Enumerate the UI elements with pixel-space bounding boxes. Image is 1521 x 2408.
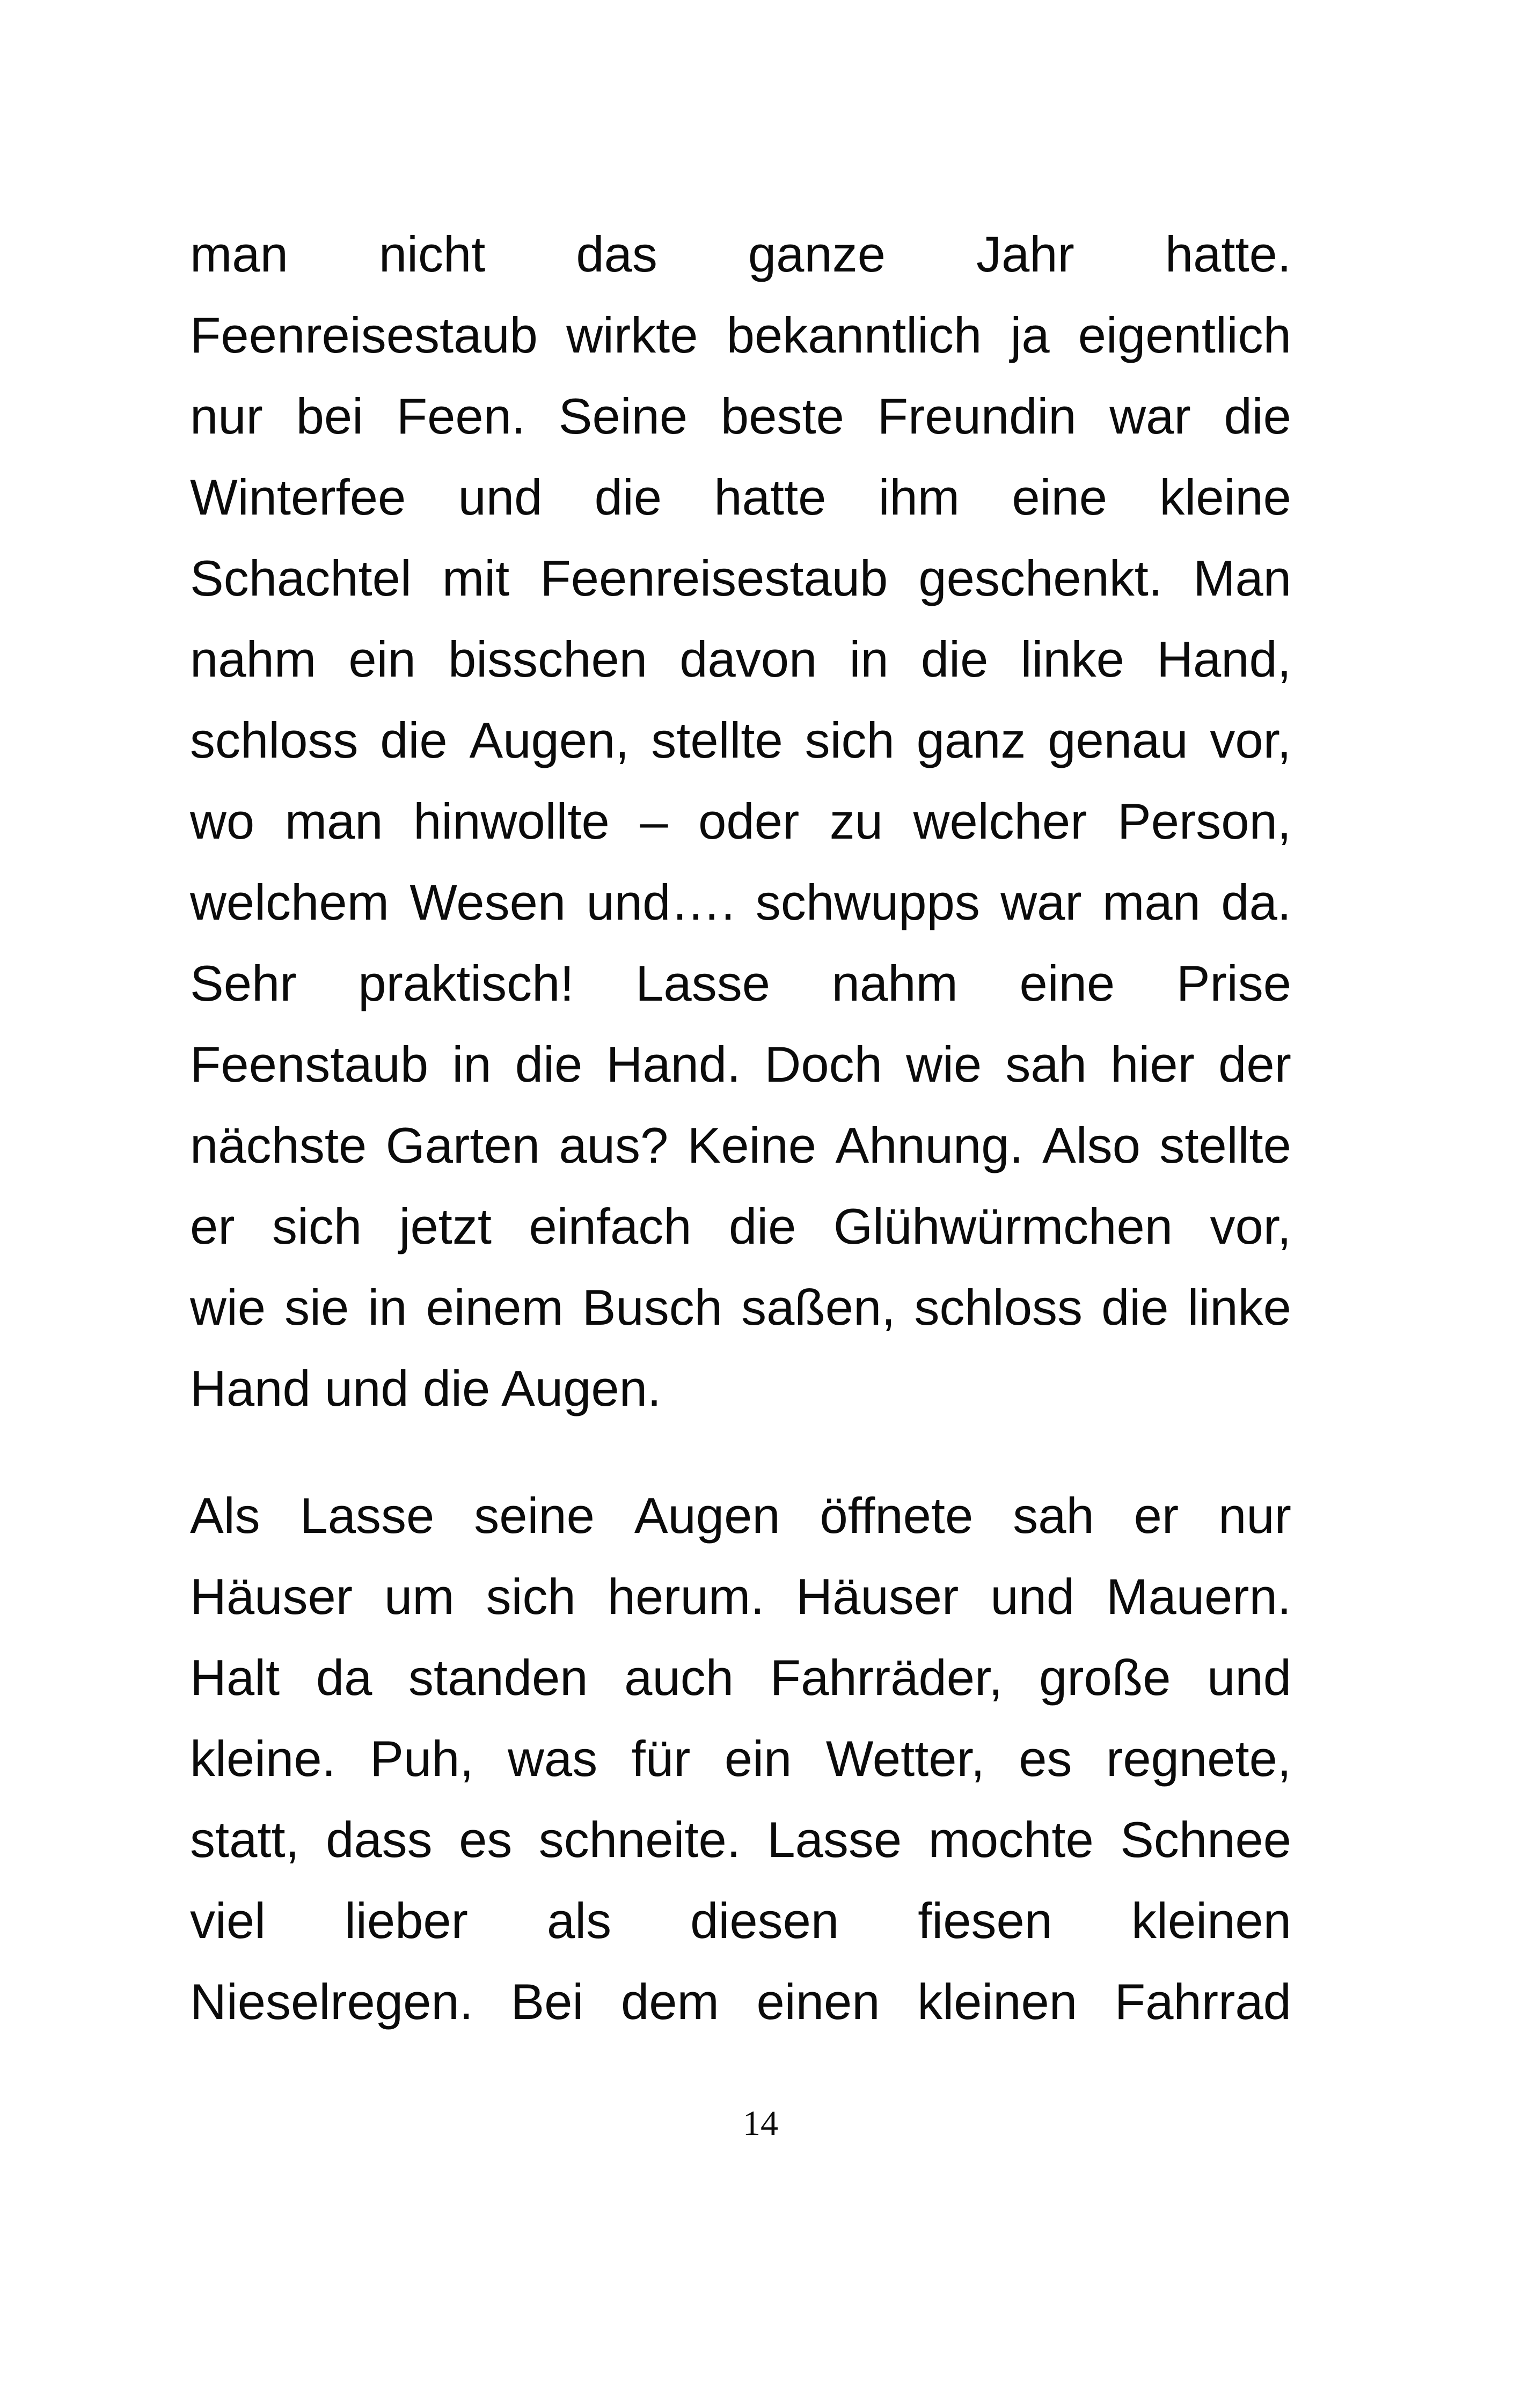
text-line: er sich jetzt einfach die Glühwürmchen vor, [190, 1198, 1291, 1254]
text-line: nächste Garten aus? Keine Ahnung. Also stellte [190, 1117, 1291, 1173]
text-line: Als Lasse seine Augen öffnete sah er nur [190, 1487, 1291, 1544]
text-line: nahm ein bisschen davon in die linke Hand, [190, 631, 1291, 687]
text-line: Häuser um sich herum. Häuser und Mauern. [190, 1568, 1291, 1625]
text-line: man nicht das ganze Jahr hatte. [190, 226, 1291, 282]
text-line: Nieselregen. Bei dem einen kleinen Fahrrad [190, 1973, 1291, 2030]
text-line: Schachtel mit Feenreisestaub geschenkt. Man [190, 550, 1291, 606]
paragraph-2 [190, 1475, 1291, 2042]
text-line: nur bei Feen. Seine beste Freundin war die [190, 388, 1291, 444]
text-line: welchem Wesen und…. schwupps war man da. [190, 874, 1291, 930]
text-line: schloss die Augen, stellte sich ganz genau vor, [190, 712, 1291, 768]
text-line: kleine. Puh, was für ein Wetter, es regnete, [190, 1730, 1291, 1787]
text-line: statt, dass es schneite. Lasse mochte Schnee [190, 1811, 1291, 1868]
text-line: Halt da standen auch Fahrräder, große und [190, 1649, 1291, 1706]
text-line: viel lieber als diesen fiesen kleinen [190, 1892, 1291, 1949]
text-line: Sehr praktisch! Lasse nahm eine Prise [190, 955, 1291, 1011]
text-line: Feenstaub in die Hand. Doch wie sah hier der [190, 1036, 1291, 1092]
page-number: 14 [743, 2104, 778, 2143]
text-line: Hand und die Augen. [190, 1360, 662, 1416]
text-line: Feenreisestaub wirkte bekanntlich ja eigentlich [190, 307, 1291, 363]
text-line: wie sie in einem Busch saßen, schloss die linke [190, 1279, 1291, 1335]
text-line: Winterfee und die hatte ihm eine kleine [190, 469, 1291, 525]
paragraph-1 [190, 214, 1291, 1429]
text-line: wo man hinwollte – oder zu welcher Person, [190, 793, 1291, 849]
